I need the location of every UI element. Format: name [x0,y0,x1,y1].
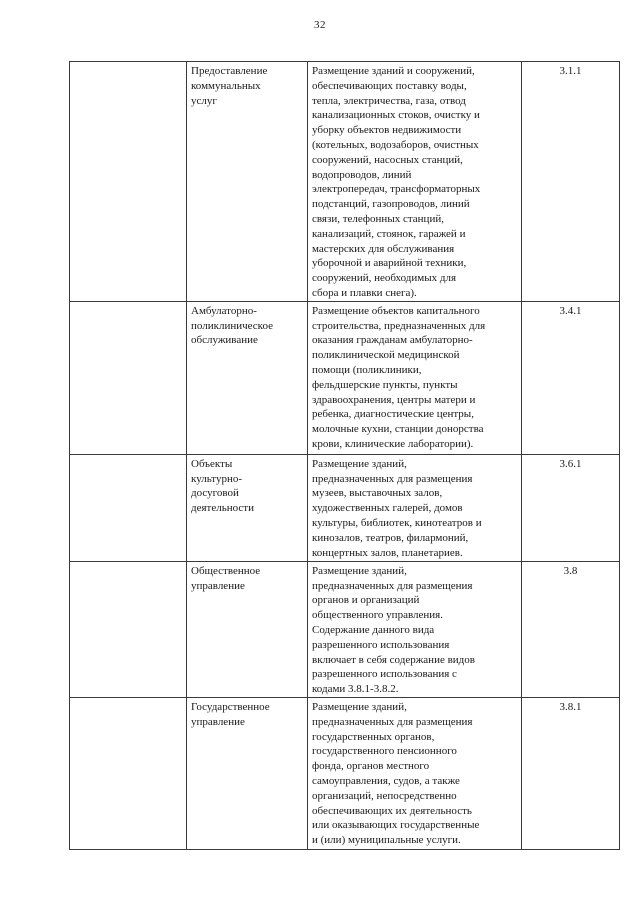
text-line: Размещение зданий и сооружений, [312,65,475,77]
use-code-cell: 3.4.1 [522,301,620,454]
empty-cell [70,697,187,849]
text-line: сбора и плавки снега). [312,286,417,299]
page-number: 32 [314,19,326,31]
text-line: музеев, выставочных залов, [312,487,443,500]
text-line: Амбулаторно- [191,304,257,317]
use-code-cell: 3.8.1 [522,697,620,849]
text-line: фонда, органов местного [312,760,430,773]
text-line: Размещение зданий, [312,700,407,713]
text-line: организаций, непосредственно [312,789,457,802]
text-line: обеспечивающих поставку воды, [312,79,467,92]
text-line: услуг [191,94,217,107]
text-line: государственного пенсионного [312,745,457,758]
text-line: Государственное [191,700,270,713]
text-line: художественных галерей, домов [312,502,463,515]
text-line: Объекты [191,457,233,470]
text-line: коммунальных [191,79,261,92]
text-line: канализационных стоков, очистку и [312,109,480,122]
text-line: крови, клинические лаборатории). [312,437,474,450]
text-line: культурно- [191,472,243,485]
land-use-table [69,61,620,850]
table-row [70,561,620,697]
use-description-cell [308,301,522,454]
use-name-cell [187,62,308,302]
text-line: деятельности [191,502,254,515]
text-line: культуры, библиотек, кинотеатров и [312,516,482,529]
text-line: обслуживание [191,334,258,347]
text-line: предназначенных для размещения [312,715,473,728]
table-body [70,62,620,850]
text-line: предназначенных для размещения [312,472,473,485]
text-line: Предоставление [191,65,268,77]
table-row [70,301,620,454]
use-code-cell: 3.8 [522,561,620,697]
empty-cell [70,301,187,454]
use-description-cell [308,697,522,849]
text-line: канализаций, стоянок, гаражей и [312,227,466,240]
text-line: предназначенных для размещения [312,579,473,592]
text-line: Размещение зданий, [312,564,407,577]
text-line: государственных органов, [312,730,435,743]
text-line: разрешенного использования [312,638,450,651]
text-line: разрешенного использования с [312,668,457,681]
text-line: молочные кухни, станции донорства [312,423,484,436]
table-row [70,454,620,561]
text-line: и (или) муниципальные услуги. [312,834,461,847]
empty-cell [70,454,187,561]
use-description-cell [308,454,522,561]
use-name-cell [187,454,308,561]
text-line: кодами 3.8.1-3.8.2. [312,683,399,696]
text-line: (котельных, водозаборов, очистных [312,138,479,151]
empty-cell [70,62,187,302]
text-line: обеспечивающих их деятельность [312,804,472,817]
table-row [70,697,620,849]
text-line: оказания гражданам амбулаторно- [312,334,473,347]
use-description-cell [308,561,522,697]
text-line: сооружений, насосных станций, [312,153,463,166]
text-line: фельдшерские пункты, пункты [312,378,458,391]
table-row [70,62,620,302]
text-line: Размещение объектов капитального [312,304,480,317]
text-line: досуговой [191,487,239,500]
text-line: водопроводов, линий [312,168,412,181]
text-line: поликлиническое [191,319,273,332]
use-name-cell [187,697,308,849]
text-line: кинозалов, театров, филармоний, [312,531,469,544]
text-line: самоуправления, судов, а также [312,774,460,787]
text-line: общественного управления. [312,609,443,622]
text-line: подстанций, газопроводов, линий [312,198,470,211]
text-line: здравоохранения, центры матери и [312,393,476,406]
empty-cell [70,561,187,697]
text-line: уборочной и аварийной техники, [312,257,467,270]
text-line: Содержание данного вида [312,623,435,636]
text-line: электропередач, трансформаторных [312,183,481,196]
text-line: управление [191,579,245,592]
text-line: тепла, электричества, газа, отвод [312,94,466,107]
use-name-cell [187,301,308,454]
text-line: Общественное [191,564,261,577]
text-line: мастерских для обслуживания [312,242,455,255]
text-line: ребенка, диагностические центры, [312,408,474,421]
text-line: органов и организаций [312,594,420,607]
text-line: сооружений, необходимых для [312,272,457,285]
text-line: управление [191,715,245,728]
text-line: поликлинической медицинской [312,349,460,362]
text-line: строительства, предназначенных для [312,319,486,332]
use-code-cell: 3.6.1 [522,454,620,561]
text-line: помощи (поликлиники, [312,363,422,376]
use-description-cell [308,62,522,302]
text-line: или оказывающих государственные [312,819,480,832]
text-line: связи, телефонных станций, [312,212,444,225]
text-line: включает в себя содержание видов [312,653,475,666]
use-code-cell: 3.1.1 [522,62,620,302]
text-line: уборку объектов недвижимости [312,124,462,137]
use-name-cell [187,561,308,697]
text-line: Размещение зданий, [312,457,407,470]
text-line: концертных залов, планетариев. [312,546,463,559]
